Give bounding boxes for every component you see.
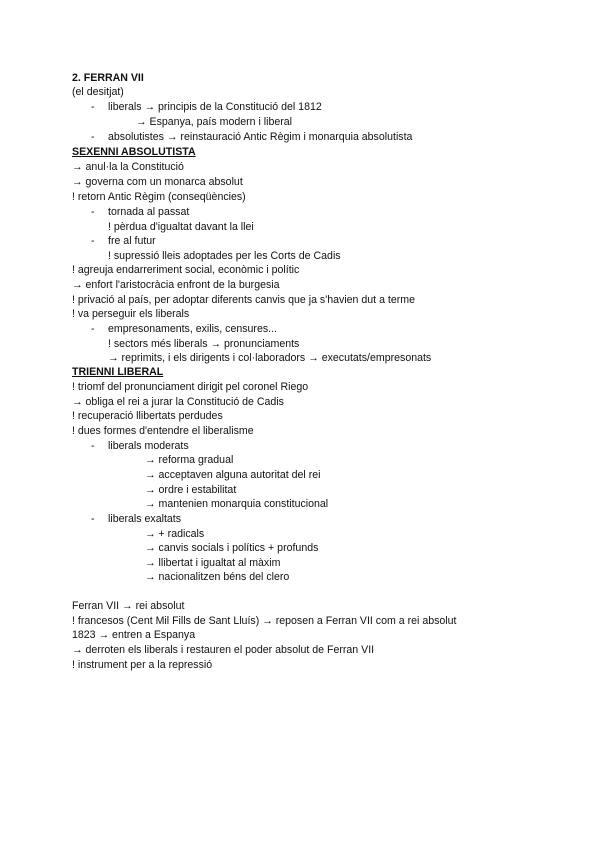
intro-line: → Espanya, país modern i liberal	[136, 116, 293, 128]
note-line: 1823 → entren a Espanya	[72, 629, 196, 641]
note-line: → obliga el rei a jurar la Constitució de Cadis	[72, 396, 284, 408]
note-line: ! sectors més liberals → pronunciaments	[108, 338, 300, 350]
note-line: → enfort l'aristocràcia enfront de la burgesia	[72, 279, 280, 291]
note-line: ! recuperació llibertats perdudes	[72, 410, 223, 422]
note-line: ! retorn Antic Règim (conseqüències)	[72, 191, 246, 203]
section-title: 2. FERRAN VII	[72, 72, 144, 84]
note-line: ! dues formes d'entendre el liberalisme	[72, 425, 254, 437]
note-line: ! supressió lleis adoptades per les Corts de Cadis	[108, 250, 341, 262]
bullet-dash: -	[91, 101, 95, 113]
note-line: → derroten els liberals i restauren el poder absolut de Ferran VII	[72, 644, 375, 656]
note-line: → nacionalitzen béns del clero	[145, 571, 290, 583]
bullet-dash: -	[91, 323, 95, 335]
heading-sexenni: SEXENNI ABSOLUTISTA	[72, 146, 196, 158]
note-line: → governa com un monarca absolut	[72, 176, 243, 188]
note-line: ! triomf del pronunciament dirigit pel coronel Riego	[72, 381, 309, 393]
note-line: fre al futur	[108, 235, 156, 247]
note-line: → mantenien monarquia constitucional	[145, 498, 329, 510]
note-line: ! va perseguir els liberals	[72, 308, 190, 320]
note-line: → + radicals	[145, 528, 205, 540]
note-line: ! pèrdua d'igualtat davant la llei	[108, 221, 254, 233]
note-line: → reforma gradual	[145, 454, 234, 466]
note-line: → llibertat i igualtat al màxim	[145, 557, 281, 569]
note-line: ! agreuja endarreriment social, econòmic i polític	[72, 264, 300, 276]
section-subtitle: (el desitjat)	[72, 86, 124, 98]
bullet-dash: -	[91, 513, 95, 525]
bullet-dash: -	[91, 131, 95, 143]
note-line: → anul·la la Constitució	[72, 161, 184, 173]
note-line: Ferran VII → rei absolut	[72, 600, 185, 612]
note-line: ! francesos (Cent Mil Fills de Sant Lluís) → reposen a Ferran VII com a rei absolut	[72, 615, 457, 627]
note-line: → acceptaven alguna autoritat del rei	[145, 469, 321, 481]
note-line: ! privació al país, per adoptar diferents canvis que ja s'havien dut a terme	[72, 294, 415, 306]
note-line: liberals moderats	[108, 440, 189, 452]
note-line: tornada al passat	[108, 206, 190, 218]
bullet-dash: -	[91, 206, 95, 218]
note-line: empresonaments, exilis, censures...	[108, 323, 277, 335]
note-line: ! instrument per a la repressió	[72, 659, 213, 671]
note-line: liberals exaltats	[108, 513, 182, 525]
bullet-dash: -	[91, 440, 95, 452]
intro-line: liberals → principis de la Constitució del 1812	[108, 101, 322, 113]
note-line: → reprimits, i els dirigents i col·laboradors → executats/empresonats	[108, 352, 432, 364]
intro-line: absolutistes → reinstauració Antic Règim i monarquia absolutista	[108, 131, 413, 143]
note-line: → canvis socials i polítics + profunds	[145, 542, 319, 554]
bullet-dash: -	[91, 235, 95, 247]
note-line: → ordre i estabilitat	[145, 484, 237, 496]
heading-trienni: TRIENNI LIBERAL	[72, 366, 164, 378]
